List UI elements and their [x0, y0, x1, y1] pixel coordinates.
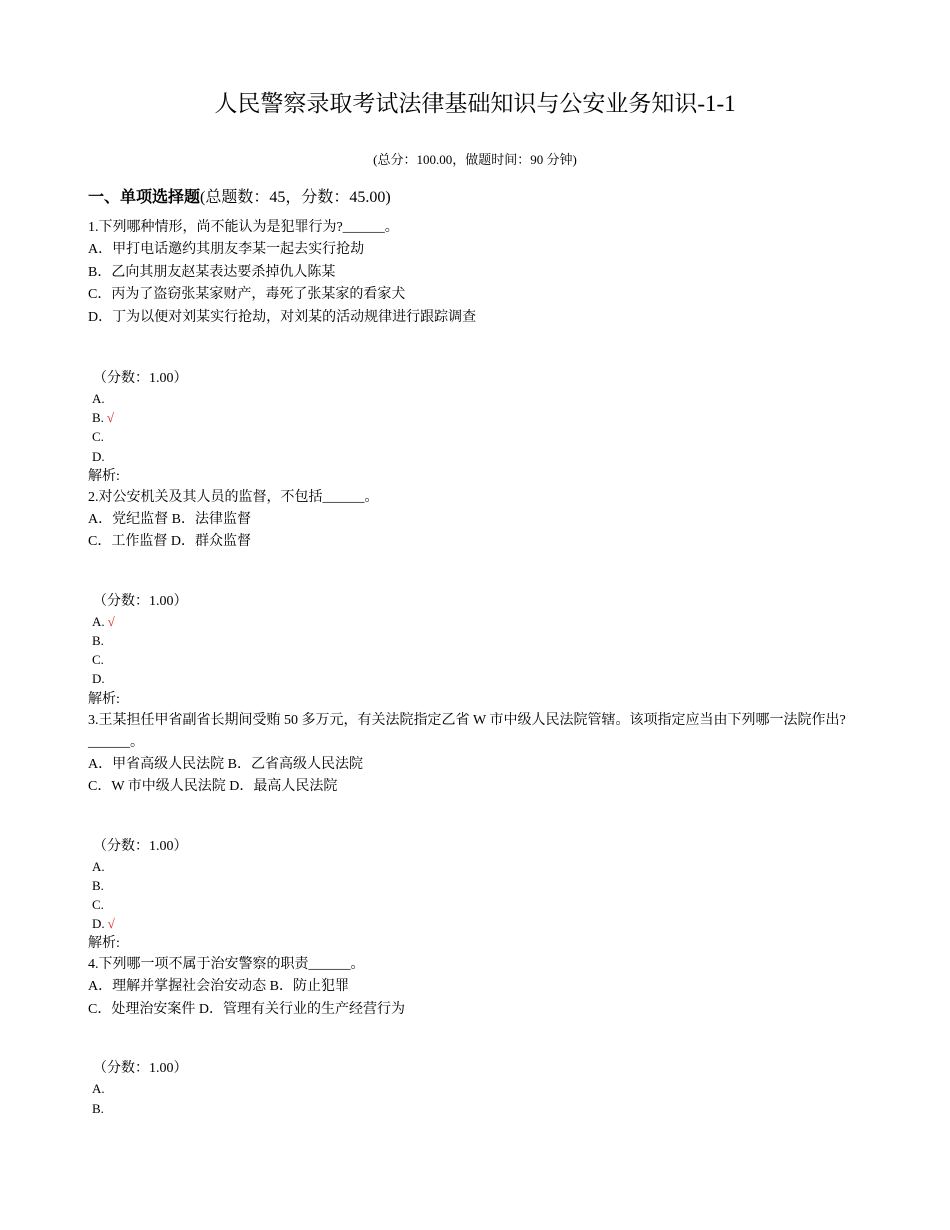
section-name: 单项选择题 — [120, 189, 201, 206]
answer-label: A. — [92, 858, 105, 874]
analysis-label: 解析: — [88, 936, 120, 952]
answer-choice — [88, 408, 868, 427]
spacer — [88, 799, 868, 837]
page-title: 人民警察录取考试法律基础知识与公安业务知识-1-1 — [214, 91, 736, 116]
exam-subtitle: (总分：100.00，做题时间：90 分钟) — [373, 152, 577, 167]
question-option: A．理解并掌握社会治安动态 B．防止犯罪 — [88, 979, 349, 995]
question-option: A．甲打电话邀约其朋友李某一起去实行抢劫 — [88, 242, 365, 257]
answer-choice — [88, 612, 868, 631]
question — [88, 710, 868, 955]
question-option: C．处理治安案件 D．管理有关行业的生产经营行为 — [88, 1001, 405, 1017]
answer-choice — [88, 895, 868, 914]
answer-choice — [88, 876, 868, 895]
question-stem: 4.下列哪一项不属于治安警察的职责______。 — [88, 957, 365, 973]
question-option: B．乙向其朋友赵某表达要杀掉仇人陈某 — [88, 264, 336, 280]
spacer — [88, 329, 868, 369]
question — [88, 954, 868, 1117]
answer-choice — [88, 427, 868, 446]
question-list — [88, 217, 868, 1118]
answer-label: C. — [92, 652, 104, 668]
answer-choice — [88, 857, 868, 876]
question-stem: 3.王某担任甲省副省长期间受贿 50 多万元，有关法院指定乙省 W 市中级人民法院管辖。该项指定应当由下列哪一法院作出?______。 — [88, 712, 846, 750]
analysis-label: 解析: — [88, 691, 120, 707]
question-option: C．丙为了盗窃张某家财产，毒死了张某家的看家犬 — [88, 287, 406, 302]
answer-label: C. — [92, 897, 104, 913]
answer-label: B. — [92, 1100, 104, 1116]
answer-choice — [88, 631, 868, 650]
question-stem: 1.下列哪种情形，尚不能认为是犯罪行为?______。 — [88, 220, 399, 235]
section-meta: (总题数：45，分数：45.00) — [200, 189, 391, 206]
question-option: D．丁为以便对刘某实行抢劫，对刘某的活动规律进行跟踪调查 — [88, 309, 477, 325]
answer-label: B. — [92, 877, 104, 893]
spacer — [88, 554, 868, 592]
question-option: C．工作监督 D．群众监督 — [88, 534, 251, 550]
answer-label: A. — [92, 1081, 105, 1097]
answer-label: B. — [92, 633, 104, 649]
correct-check-icon: √ — [106, 410, 115, 426]
answer-label: A. — [92, 391, 105, 406]
analysis-label: 解析: — [88, 468, 120, 484]
answer-choice — [88, 1099, 868, 1118]
question-option: A．甲省高级人民法院 B．乙省高级人民法院 — [88, 756, 363, 772]
answer-label: B. — [92, 410, 104, 426]
question-score: （分数：1.00） — [93, 838, 188, 854]
answer-label: C. — [92, 429, 104, 445]
answer-choice — [88, 447, 868, 466]
section-heading — [88, 187, 391, 209]
question — [88, 217, 868, 487]
question — [88, 487, 868, 710]
question-score: （分数：1.00） — [93, 593, 188, 609]
correct-check-icon: √ — [107, 613, 115, 629]
answer-choice — [88, 669, 868, 688]
section-prefix: 一、 — [88, 189, 121, 206]
answer-choice — [88, 1079, 868, 1098]
answer-label: D. — [92, 671, 105, 687]
question-score: （分数：1.00） — [93, 371, 188, 386]
answer-choice — [88, 914, 868, 933]
question-score: （分数：1.00） — [93, 1061, 188, 1077]
answer-label: D. — [92, 448, 105, 464]
answer-choice — [88, 389, 868, 408]
question-stem: 2.对公安机关及其人员的监督，不包括______。 — [88, 489, 379, 505]
correct-check-icon: √ — [107, 916, 115, 932]
question-option: C．W 市中级人民法院 D．最高人民法院 — [88, 779, 338, 795]
answer-label: A. — [92, 613, 105, 629]
question-option: A．党纪监督 B．法律监督 — [88, 511, 251, 527]
spacer — [88, 1021, 868, 1059]
answer-label: D. — [92, 916, 105, 932]
answer-choice — [88, 650, 868, 669]
